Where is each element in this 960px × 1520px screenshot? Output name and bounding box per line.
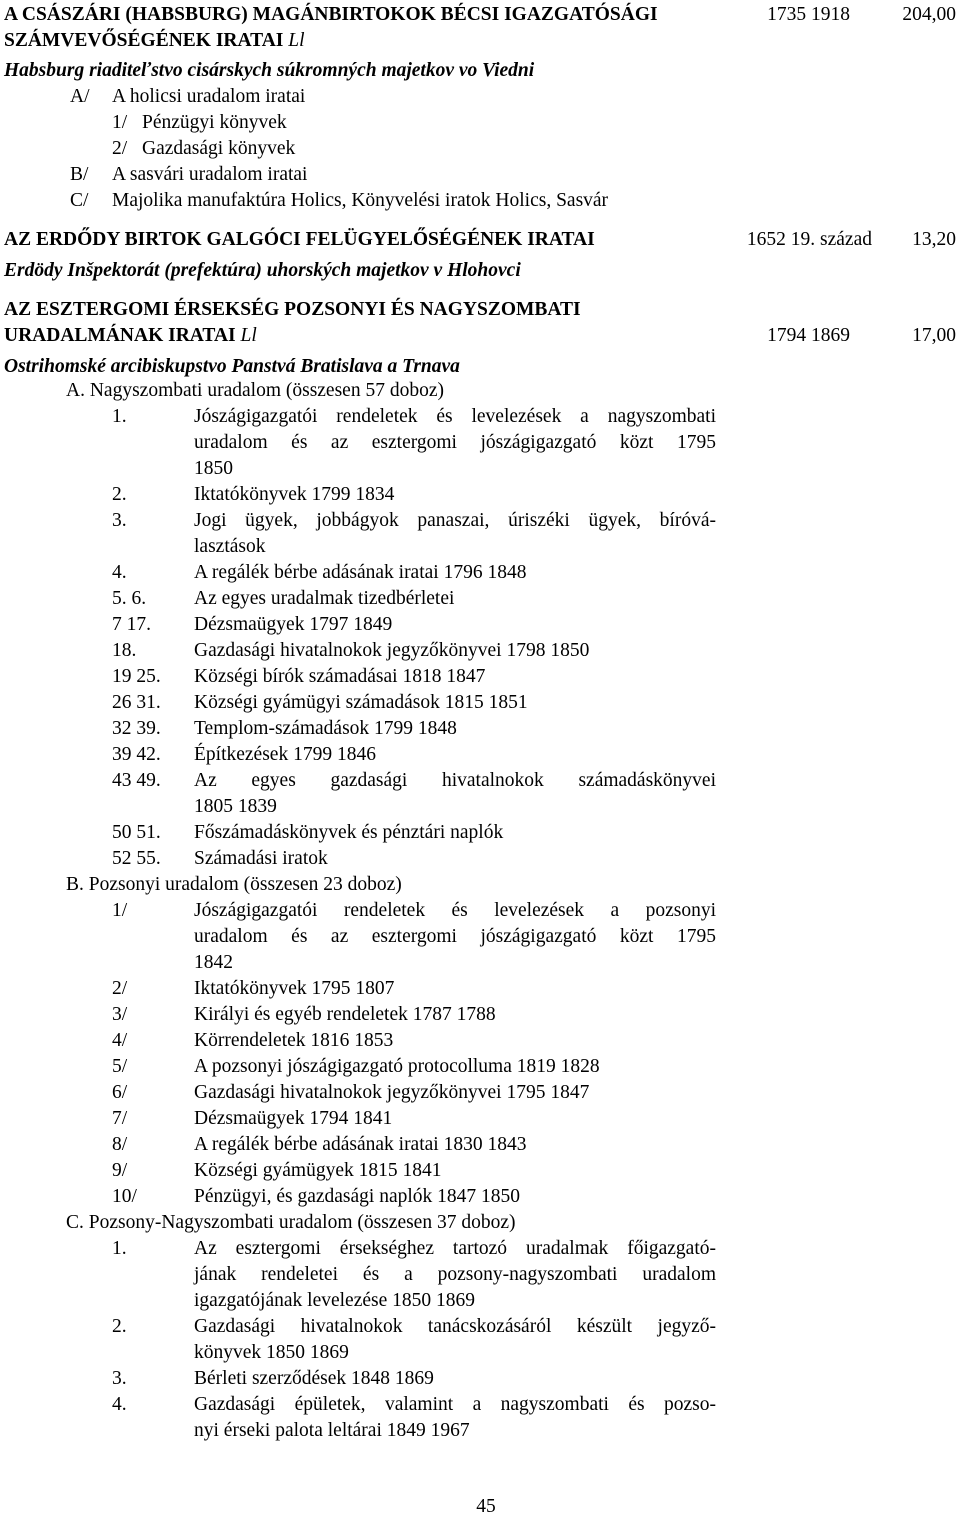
item-text: Bérleti szerződések 1848 1869 — [194, 1368, 434, 1389]
section-title: B. Pozsonyi uradalom (összesen 23 doboz) — [66, 874, 402, 895]
list-item — [0, 110, 960, 136]
list-item — [0, 1392, 960, 1418]
fond-title-line1: AZ ESZTERGOMI ÉRSEKSÉG POZSONYI ÉS NAGYSZOMBATI — [4, 299, 581, 320]
item-number: B/ — [70, 164, 89, 185]
list-item — [0, 690, 960, 716]
item-text: Körrendeletek 1816 1853 — [194, 1030, 394, 1051]
list-item — [0, 1184, 960, 1210]
item-number: 4. — [112, 562, 127, 583]
item-text: Községi bírók számadásai 1818 1847 — [194, 666, 486, 687]
item-text: Jószágigazgatói rendeletek és levelezések a pozsonyi — [194, 900, 716, 921]
item-number: 4/ — [112, 1030, 128, 1051]
fond-title-suffix: Ll — [240, 325, 257, 346]
list-item — [0, 84, 960, 110]
item-number: A/ — [70, 86, 90, 107]
list-item — [0, 716, 960, 742]
item-text: Gazdasági könyvek — [142, 138, 296, 159]
section-title: A. Nagyszombati uradalom (összesen 57 doboz) — [66, 380, 444, 401]
list-item — [0, 1080, 960, 1106]
fond-title-line1: A CSÁSZÁRI (HABSBURG) MAGÁNBIRTOKOK BÉCSI IGAZGATÓSÁGI — [4, 4, 658, 25]
list-item — [0, 1054, 960, 1080]
item-text: Főszámadáskönyvek és pénztári naplók — [194, 822, 504, 843]
item-text: Dézsmaügyek 1797 1849 — [194, 614, 393, 635]
list-item-continuation — [0, 430, 960, 456]
list-item-continuation — [0, 456, 960, 482]
list-item — [0, 482, 960, 508]
list-item-continuation — [0, 794, 960, 820]
fond-subtitle: Erdödy Inšpektorát (prefektúra) uhorských majetkov v Hlohovci — [4, 260, 521, 281]
item-text: Dézsmaügyek 1794 1841 — [194, 1108, 393, 1129]
item-text: Építkezések 1799 1846 — [194, 744, 376, 765]
page-number: 45 — [476, 1496, 496, 1517]
item-text: A regálék bérbe adásának iratai 1796 1848 — [194, 562, 527, 583]
fond-meters: 13,20 — [912, 229, 956, 250]
list-item — [0, 846, 960, 872]
item-number: 39 42. — [112, 744, 161, 765]
list-item — [0, 768, 960, 794]
item-number: 7 17. — [112, 614, 151, 635]
item-text: 1805 1839 — [194, 796, 277, 817]
list-item — [0, 1158, 960, 1184]
item-number: 6/ — [112, 1082, 128, 1103]
item-text: A regálék bérbe adásának iratai 1830 1843 — [194, 1134, 527, 1155]
item-text: Számadási iratok — [194, 848, 328, 869]
fond-title-text: URADALMÁNAK IRATAI — [4, 325, 236, 346]
list-item-continuation — [0, 1262, 960, 1288]
item-text: könyvek 1850 1869 — [194, 1342, 349, 1363]
item-text: 1842 — [194, 952, 233, 973]
list-item — [0, 820, 960, 846]
list-item — [0, 1132, 960, 1158]
item-text: Templom-számadások 1799 1848 — [194, 718, 457, 739]
item-text: A holicsi uradalom iratai — [112, 86, 306, 107]
list-item — [0, 664, 960, 690]
item-text: Az egyes uradalmak tizedbérletei — [194, 588, 455, 609]
list-item-continuation — [0, 1340, 960, 1366]
list-item — [0, 1366, 960, 1392]
item-text: Gazdasági hivatalnokok jegyzőkönyvei 1795 1847 — [194, 1082, 590, 1103]
item-number: 4. — [112, 1394, 127, 1415]
item-number: 26 31. — [112, 692, 161, 713]
item-text: Községi gyámügyi számadások 1815 1851 — [194, 692, 528, 713]
list-item-continuation — [0, 1288, 960, 1314]
list-item — [0, 976, 960, 1002]
item-text: Pénzügyi, és gazdasági naplók 1847 1850 — [194, 1186, 521, 1207]
list-item — [0, 898, 960, 924]
list-item — [0, 162, 960, 188]
item-number: 2/ — [112, 978, 128, 999]
item-number: 32 39. — [112, 718, 161, 739]
item-text: uradalom és az esztergomi jószágigazgató közt 1795 — [194, 432, 716, 453]
item-number: 7/ — [112, 1108, 128, 1129]
item-number: 2. — [112, 1316, 127, 1337]
item-text: lasztások — [194, 536, 266, 557]
list-item — [0, 508, 960, 534]
item-text: Királyi és egyéb rendeletek 1787 1788 — [194, 1004, 496, 1025]
item-number: 52 55. — [112, 848, 161, 869]
item-number: 1/ — [112, 900, 128, 921]
item-number: 3/ — [112, 1004, 128, 1025]
item-text: Iktatókönyvek 1795 1807 — [194, 978, 395, 999]
item-number: 1. — [112, 1238, 127, 1259]
fond-subtitle: Ostrihomské arcibiskupstvo Panstvá Bratislava a Trnava — [4, 356, 460, 377]
item-text: Gazdasági hivatalnokok jegyzőkönyvei 1798 1850 — [194, 640, 590, 661]
fond-years: 1652 19. század — [746, 229, 872, 250]
item-number: 10/ — [112, 1186, 137, 1207]
list-item-continuation — [0, 924, 960, 950]
item-text: 1850 — [194, 458, 233, 479]
item-text: Jószágigazgatói rendeletek és levelezések a nagyszombati — [194, 406, 716, 427]
list-item — [0, 1106, 960, 1132]
fond-subtitle: Habsburg riaditeľstvo cisárskych súkromných majetkov vo Viedni — [4, 60, 535, 81]
item-text: jának rendeletei és a pozsony-nagyszombati uradalom — [194, 1264, 716, 1285]
item-number: 18. — [112, 640, 137, 661]
fond-title-suffix: Ll — [288, 30, 305, 51]
item-text: Jogi ügyek, jobbágyok panaszai, úriszéki ügyek, bíróvá- — [194, 510, 716, 531]
item-text: igazgatójának levelezése 1850 1869 — [194, 1290, 476, 1311]
item-text: Gazdasági épületek, valamint a nagyszombati és pozso- — [194, 1394, 716, 1415]
list-item — [0, 1236, 960, 1262]
item-number: 3. — [112, 1368, 127, 1389]
list-item — [0, 188, 960, 214]
list-item — [0, 586, 960, 612]
item-number: 5/ — [112, 1056, 128, 1077]
fond-title-line2 — [4, 28, 305, 54]
fond-title-line1: AZ ERDŐDY BIRTOK GALGÓCI FELÜGYELŐSÉGÉNEK IRATAI — [4, 229, 595, 250]
fond-title-text: SZÁMVEVŐSÉGÉNEK IRATAI — [4, 30, 284, 51]
item-text: Majolika manufaktúra Holics, Könyvelési iratok Holics, Sasvár — [112, 190, 609, 211]
item-text: Az esztergomi érsekséghez tartozó uradalmak főigazgató- — [194, 1238, 716, 1259]
list-item-continuation — [0, 950, 960, 976]
fond-meters: 17,00 — [912, 325, 956, 346]
item-text: uradalom és az esztergomi jószágigazgató közt 1795 — [194, 926, 716, 947]
list-item — [0, 1002, 960, 1028]
fond-meters: 204,00 — [902, 4, 956, 25]
item-number: 50 51. — [112, 822, 161, 843]
item-number: 8/ — [112, 1134, 128, 1155]
item-text: Az egyes gazdasági hivatalnokok számadáskönyvei — [194, 770, 716, 791]
item-number: 2. — [112, 484, 127, 505]
list-item — [0, 136, 960, 162]
list-item — [0, 1314, 960, 1340]
item-number: 9/ — [112, 1160, 128, 1181]
item-number: 1/ — [112, 112, 128, 133]
item-number: 3. — [112, 510, 127, 531]
fond-years: 1794 1869 — [767, 325, 850, 346]
list-item — [0, 638, 960, 664]
list-item-continuation — [0, 534, 960, 560]
item-text: Iktatókönyvek 1799 1834 — [194, 484, 395, 505]
list-item — [0, 1028, 960, 1054]
list-item — [0, 404, 960, 430]
list-item — [0, 560, 960, 586]
item-text: Gazdasági hivatalnokok tanácskozásáról készült jegyző- — [194, 1316, 716, 1337]
section-title: C. Pozsony-Nagyszombati uradalom (összesen 37 doboz) — [66, 1212, 516, 1233]
item-number: 43 49. — [112, 770, 161, 791]
item-number: C/ — [70, 190, 89, 211]
fond-years: 1735 1918 — [767, 4, 850, 25]
item-text: Községi gyámügyek 1815 1841 — [194, 1160, 442, 1181]
list-item — [0, 612, 960, 638]
fond-title-line2 — [4, 323, 257, 349]
item-text: A sasvári uradalom iratai — [112, 164, 308, 185]
item-number: 5. 6. — [112, 588, 147, 609]
item-number: 19 25. — [112, 666, 161, 687]
item-number: 1. — [112, 406, 127, 427]
item-text: A pozsonyi jószágigazgató protocolluma 1819 1828 — [194, 1056, 600, 1077]
list-item-continuation — [0, 1418, 960, 1444]
list-item — [0, 742, 960, 768]
item-text: nyi érseki palota leltárai 1849 1967 — [194, 1420, 470, 1441]
item-text: Pénzügyi könyvek — [142, 112, 287, 133]
item-number: 2/ — [112, 138, 128, 159]
